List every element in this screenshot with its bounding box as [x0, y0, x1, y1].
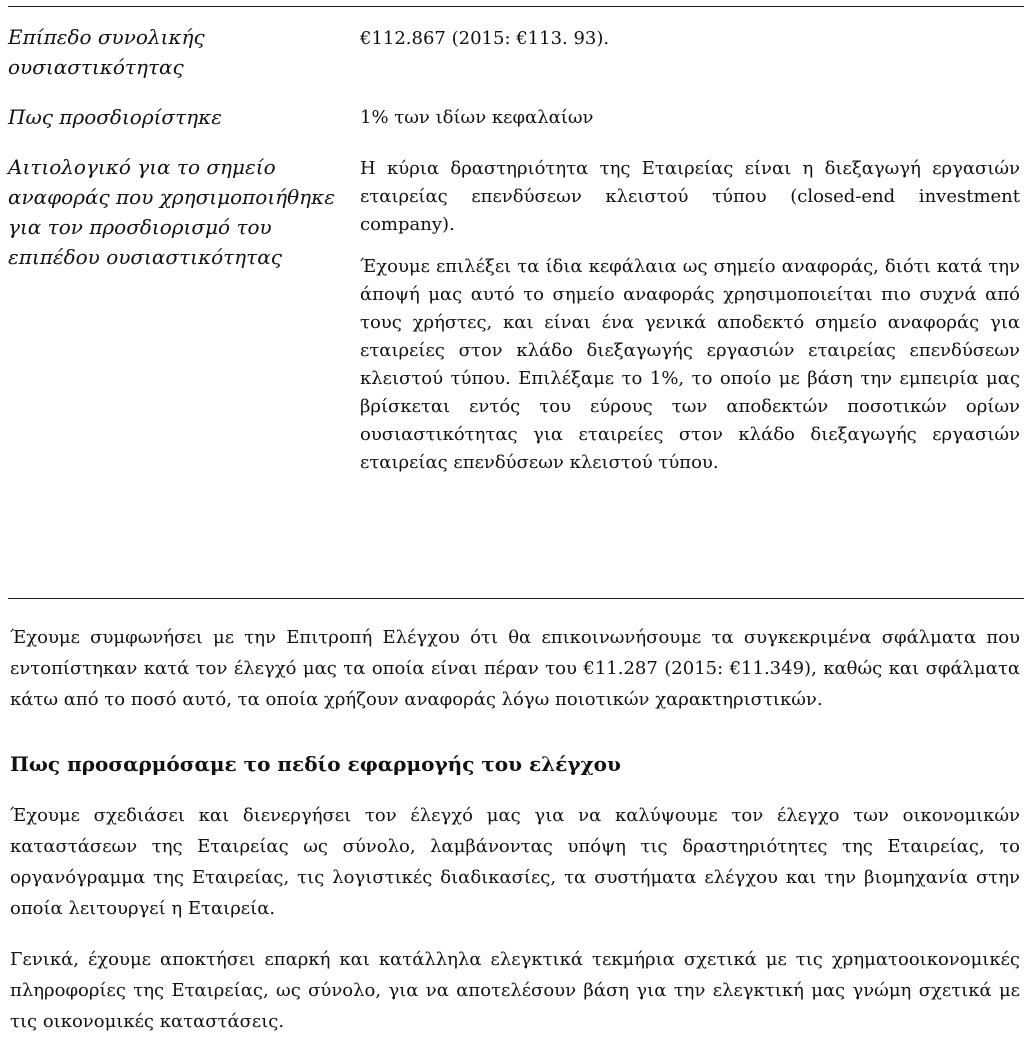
row-value-overall-materiality: €112.867 (2015: €113. 93).	[360, 28, 610, 49]
rationale-paragraph-activity: Η κύρια δραστηριότητα της Εταιρείας είναι η διεξαγωγή εργασιών εταιρείας επενδύσεων κλειστού τύπου (closed-end investment company).	[360, 158, 1020, 235]
row-value-rationale	[360, 152, 1020, 477]
row-label-rationale: Αιτιολογικό για το σημείο αναφοράς που χρησιμοποιήθηκε για τον προσδιορισμό του επιπέδου ουσιαστικότητας	[8, 155, 336, 269]
rationale-paragraph-benchmark: Έχουμε επιλέξει τα ίδια κεφάλαια ως σημείο αναφοράς, διότι κατά την άποψή μας αυτό το σημείο αναφοράς χρησιμοποιείται πιο συχνά από τους χρήστες, και είναι ένα γενικά αποδεκτό σημείο αναφοράς για εταιρείες στον κλάδο διεξαγωγής εργασιών εταιρείας επενδύσεων κλειστού τύπου. Επιλέξαμε το 1%, το οποίο με βάση την εμπειρία μας βρίσκεται εντός του εύρους των αποδεκτών ποσοτικών ορίων ουσιαστικότητας για εταιρείες στον κλάδο διεξαγωγής εργασιών εταιρείας επενδύσεων κλειστού τύπου.	[360, 256, 1020, 473]
top-rule	[8, 6, 1024, 7]
row-value-how-determined: 1% των ιδίων κεφαλαίων	[360, 107, 594, 128]
table-row	[8, 152, 1020, 477]
row-label-how-determined: Πως προσδιορίστηκε	[8, 105, 222, 129]
section-heading-scope: Πως προσαρμόσαμε το πεδίο εφαρμογής του ελέγχου	[10, 752, 621, 776]
paragraph-audit-evidence: Γενικά, έχουμε αποκτήσει επαρκή και κατάλληλα ελεγκτικά τεκμήρια σχετικά με τις χρηματοοικονομικές πληροφορίες της Εταιρείας, ως σύνολο, για να αποτελέσουν βάση για την ελεγκτική μας γνώμη σχετικά με τις οικονομικές καταστάσεις.	[10, 949, 1020, 1032]
materiality-table	[8, 22, 1020, 477]
table-row	[8, 22, 1020, 102]
paragraph-agreed-reporting: Έχουμε συμφωνήσει με την Επιτροπή Ελέγχου ότι θα επικοινωνήσουμε τα συγκεκριμένα σφάλματα που εντοπίστηκαν κατά τον έλεγχό μας τα οποία είναι πέραν του €11.287 (2015: €11.349), καθώς και σφάλματα κάτω από το ποσό αυτό, τα οποία χρήζουν αναφοράς λόγω ποιοτικών χαρακτηριστικών.	[10, 627, 1020, 710]
row-label-overall-materiality: Επίπεδο συνολικής ουσιαστικότητας	[8, 25, 205, 79]
paragraph-audit-scope: Έχουμε σχεδιάσει και διενεργήσει τον έλεγχό μας για να καλύψουμε τον έλεγχο των οικονομικών καταστάσεων της Εταιρείας ως σύνολο, λαμβάνοντας υπόψη τις δραστηριότητες της Εταιρείας, το οργανόγραμμα της Εταιρείας, τις λογιστικές διαδικασίες, τα συστήματα ελέγχου και την βιομηχανία στην οποία λειτουργεί η Εταιρεία.	[10, 805, 1020, 919]
table-row	[8, 102, 1020, 152]
audit-scope-section	[10, 622, 1020, 1037]
table-bottom-rule	[8, 598, 1024, 599]
